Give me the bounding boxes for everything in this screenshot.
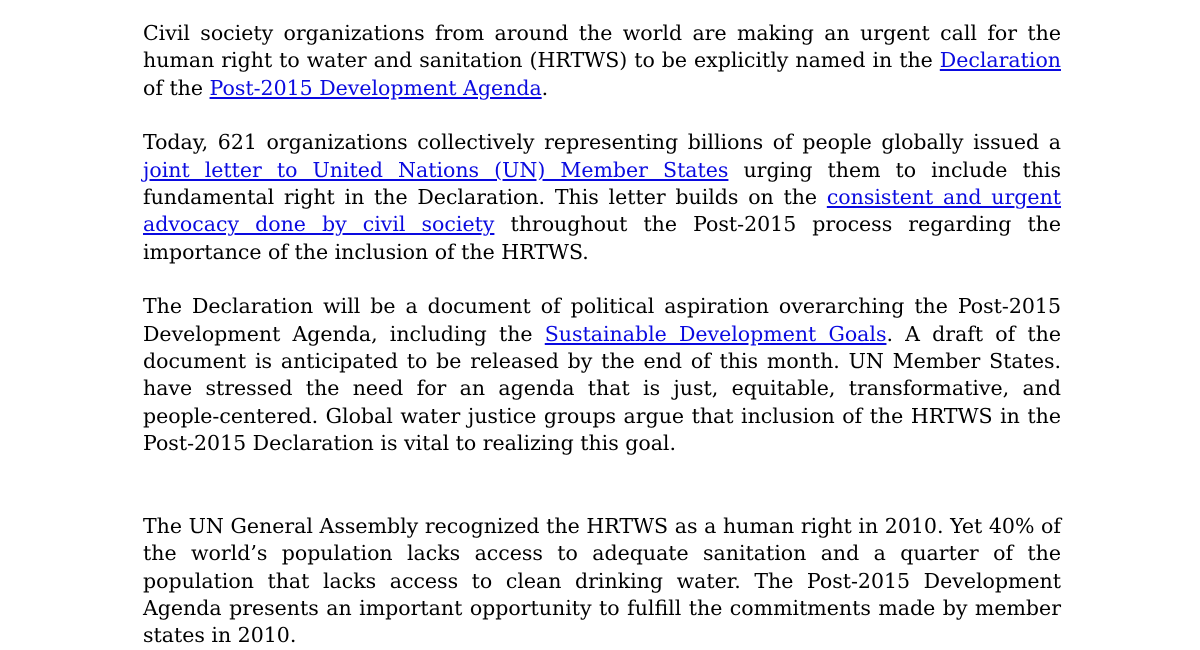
paragraph-declaration-aspiration	[143, 293, 1061, 457]
civil-society-advocacy-link[interactable]: consistent and urgent advocacy done by civil society	[143, 185, 1062, 237]
text-segment: .	[541, 75, 549, 100]
joint-letter-link[interactable]: joint letter to United Nations (UN) Member States	[143, 157, 729, 182]
paragraph-un-general-assembly	[143, 513, 1061, 650]
text-segment: The Declaration will be a document of political aspiration overarching the Post-2015 Development Agenda, including the	[143, 294, 1061, 346]
sustainable-development-goals-link[interactable]: Sustainable Development Goals	[544, 321, 887, 346]
text-segment: throughout the Post-2015 process regarding the importance of the inclusion of the HRTWS.	[143, 212, 1062, 264]
text-segment: Today, 621 organizations collectively representing billions of people globally issued a	[143, 130, 1061, 155]
declaration-link[interactable]: Declaration	[939, 48, 1061, 73]
text-segment: of the	[143, 75, 210, 100]
paragraph-joint-letter	[143, 129, 1061, 266]
text-segment: . A draft of the document is anticipated to be released by the end of this month. UN Member States. have stressed the need for an agenda that is just, equitable, transformative, and people-centered. Global water justice groups argue that inclusion of the HRTWS in the Post-2015 Declaration is vital to realizing this goal.	[143, 321, 1061, 456]
text-segment: The UN General Assembly recognized the HRTWS as a human right in 2010. Yet 40% of the world’s population lacks access to adequate sanitation and a quarter of the population that lacks access to clean drinking water. The Post-2015 Development Agenda presents an important opportunity to fulfill the commitments made by member states in 2010.	[143, 513, 1061, 648]
document-body	[143, 20, 1061, 650]
text-segment: Civil society organizations from around the world are making an urgent call for the human right to water and sanitation (HRTWS) to be explicitly named in the	[143, 21, 1061, 73]
text-segment: urging them to include this fundamental right in the Declaration. This letter builds on the	[143, 157, 1061, 210]
paragraph-call-for-hrtws	[143, 20, 1061, 102]
post-2015-agenda-link[interactable]: Post-2015 Development Agenda	[209, 75, 542, 100]
